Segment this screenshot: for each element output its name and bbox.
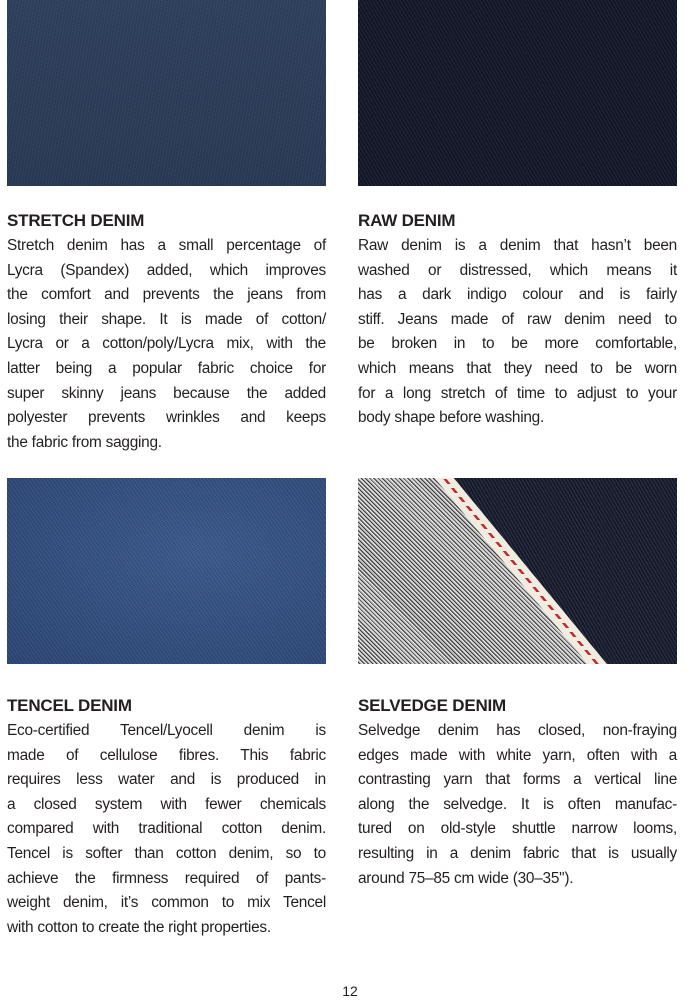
body-line: with cotton to create the right properties. [7, 918, 271, 936]
body-line: tured on old-style shuttle narrow looms, [358, 820, 677, 838]
section-title: TENCEL DENIM [7, 696, 132, 715]
body-line: edges made with white yarn, often with a [358, 746, 677, 764]
section-stretch-denim [7, 209, 326, 455]
body-line: achieve the firmness required of pants- [7, 869, 326, 887]
body-line: compared with traditional cotton denim. [7, 820, 326, 838]
body-line: a closed system with fewer chemicals [7, 795, 326, 813]
body-line: Tencel is softer than cotton denim, so to [7, 844, 326, 862]
body-line: Selvedge denim has closed, non-fraying [358, 722, 677, 739]
body-line: for a long stretch of time to adjust to your [358, 384, 677, 402]
section-selvedge-denim [358, 694, 677, 891]
raw-denim-image [358, 0, 677, 186]
section-body [358, 234, 677, 431]
selvedge-denim-image [358, 478, 677, 664]
body-line: latter being a popular fabric choice for [7, 359, 326, 377]
tencel-denim-image [7, 478, 326, 664]
body-line: body shape before washing. [358, 409, 545, 427]
body-line: resulting in a denim fabric that is usually [358, 844, 677, 862]
body-line: be broken in to be more comfortable, [358, 335, 677, 353]
body-line: Lycra or a cotton/poly/Lycra mix, with the [7, 335, 326, 353]
section-body [7, 719, 326, 940]
section-title: SELVEDGE DENIM [358, 696, 507, 715]
page-number: 12 [342, 983, 358, 999]
section-body [358, 719, 677, 891]
body-line: requires less water and is produced in [7, 771, 326, 789]
body-line: Stretch denim has a small percentage of [7, 237, 326, 254]
body-line: has a dark indigo colour and is fairly [358, 286, 677, 304]
body-line: Eco-certified Tencel/Lyocell denim is [7, 722, 326, 739]
body-line: contrasting yarn that forms a vertical line [358, 771, 677, 789]
body-line: polyester prevents wrinkles and keeps [7, 409, 326, 427]
body-line: made of cellulose fibres. This fabric [7, 746, 326, 764]
body-line: Lycra (Spandex) added, which improves [7, 261, 326, 279]
body-line: stiff. Jeans made of raw denim need to [358, 310, 677, 328]
body-line: weight denim, it’s common to mix Tencel [7, 894, 326, 912]
section-body [7, 234, 326, 455]
body-line: Raw denim is a denim that hasn’t been [358, 237, 677, 254]
section-raw-denim [358, 209, 677, 431]
body-line: super skinny jeans because the added [7, 384, 326, 402]
body-line: along the selvedge. It is often manufac- [358, 795, 677, 813]
section-tencel-denim [7, 694, 326, 940]
body-line: washed or distressed, which means it [358, 261, 677, 279]
body-line: losing their shape. It is made of cotton/ [7, 310, 326, 328]
section-title: STRETCH DENIM [7, 211, 145, 230]
body-line: the comfort and prevents the jeans from [7, 286, 326, 304]
body-line: which means that they need to be worn [358, 359, 677, 377]
body-line: around 75–85 cm wide (30–35"). [358, 869, 574, 887]
body-line: the fabric from sagging. [7, 433, 162, 451]
stretch-denim-image [7, 0, 326, 186]
section-title: RAW DENIM [358, 211, 456, 230]
